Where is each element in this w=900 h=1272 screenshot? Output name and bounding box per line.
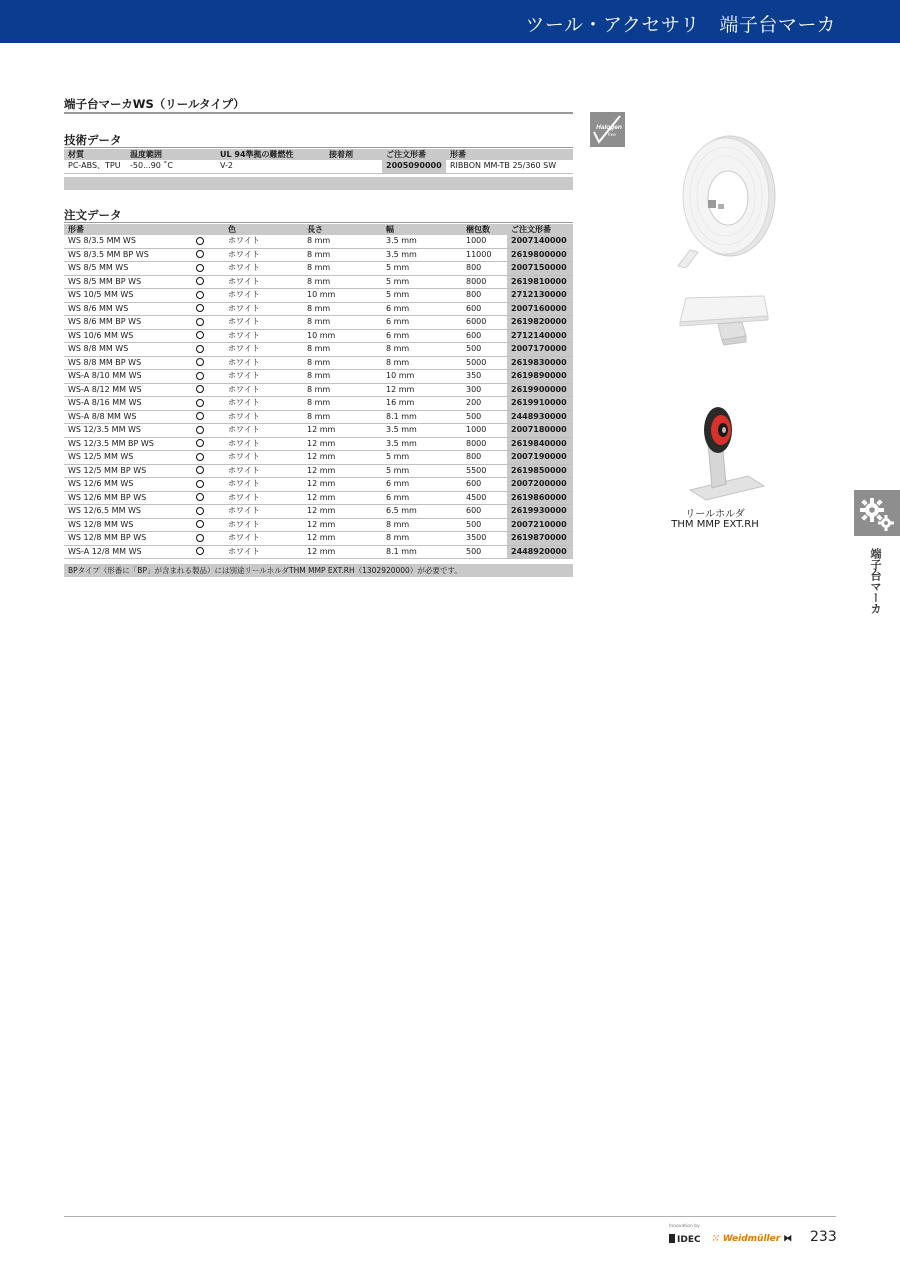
order-header-color: 色 — [224, 224, 303, 235]
order-width: 5 mm — [382, 451, 462, 465]
idec-logo-text: IDEC — [677, 1235, 701, 1245]
order-type: WS 12/8 MM BP WS — [64, 532, 188, 546]
idec-mark-icon — [669, 1234, 675, 1243]
reel-holder-caption-model: THM MMP EXT.RH — [671, 519, 759, 530]
circle-icon — [196, 412, 204, 420]
tech-data-title: 技術データ — [64, 133, 122, 147]
order-type: WS 12/6 MM BP WS — [64, 491, 188, 505]
color-symbol — [188, 343, 224, 357]
order-header-order-no: ご注文形番 — [507, 224, 573, 235]
order-qty: 4500 — [462, 491, 507, 505]
order-table-row — [64, 356, 573, 370]
order-qty: 800 — [462, 262, 507, 276]
order-color: ホワイト — [224, 464, 303, 478]
circle-icon — [196, 480, 204, 488]
color-symbol — [188, 262, 224, 276]
order-order-no: 2007150000 — [507, 262, 573, 276]
order-qty: 11000 — [462, 248, 507, 262]
circle-icon — [196, 237, 204, 245]
order-order-no: 2712140000 — [507, 329, 573, 343]
color-symbol — [188, 491, 224, 505]
order-width: 8 mm — [382, 518, 462, 532]
order-table-row — [64, 383, 573, 397]
order-type: WS-A 8/12 MM WS — [64, 383, 188, 397]
halogen-label: Halogen — [596, 124, 622, 131]
order-table-row — [64, 451, 573, 465]
color-symbol — [188, 356, 224, 370]
circle-icon — [196, 345, 204, 353]
order-order-no: 2007180000 — [507, 424, 573, 438]
color-symbol — [188, 383, 224, 397]
gears-icon — [854, 490, 900, 536]
order-color: ホワイト — [224, 491, 303, 505]
order-table-row — [64, 235, 573, 248]
order-width: 6 mm — [382, 316, 462, 330]
order-type: WS 10/6 MM WS — [64, 329, 188, 343]
order-width: 5 mm — [382, 262, 462, 276]
order-width: 5 mm — [382, 464, 462, 478]
order-type: WS 12/5 MM BP WS — [64, 464, 188, 478]
order-color: ホワイト — [224, 235, 303, 248]
circle-icon — [196, 426, 204, 434]
order-type: WS 10/5 MM WS — [64, 289, 188, 303]
tech-header-temp: 温度範囲 — [126, 149, 216, 160]
order-qty: 600 — [462, 505, 507, 519]
order-header-length: 長さ — [303, 224, 382, 235]
color-symbol — [188, 545, 224, 559]
order-color: ホワイト — [224, 545, 303, 559]
tech-title-rule — [64, 147, 573, 148]
order-width: 8 mm — [382, 343, 462, 357]
circle-icon — [196, 372, 204, 380]
order-type: WS 12/3.5 MM BP WS — [64, 437, 188, 451]
color-symbol — [188, 464, 224, 478]
tech-table-footer-bar — [64, 177, 573, 190]
order-qty: 3500 — [462, 532, 507, 546]
order-order-no: 2619890000 — [507, 370, 573, 384]
order-length: 12 mm — [303, 491, 382, 505]
order-order-no: 2007140000 — [507, 235, 573, 248]
order-type: WS 8/8 MM WS — [64, 343, 188, 357]
order-order-no: 2007190000 — [507, 451, 573, 465]
order-type: WS 8/5 MM BP WS — [64, 275, 188, 289]
order-width: 16 mm — [382, 397, 462, 411]
order-width: 3.5 mm — [382, 235, 462, 248]
color-symbol — [188, 397, 224, 411]
order-type: WS 12/6.5 MM WS — [64, 505, 188, 519]
order-table-row — [64, 329, 573, 343]
weidmuller-dots-icon: ⁙ — [712, 1234, 723, 1244]
order-color: ホワイト — [224, 316, 303, 330]
circle-icon — [196, 291, 204, 299]
order-data-table — [64, 224, 573, 559]
order-color: ホワイト — [224, 329, 303, 343]
order-qty: 350 — [462, 370, 507, 384]
tech-header-material: 材質 — [64, 149, 126, 160]
order-qty: 500 — [462, 518, 507, 532]
order-qty: 600 — [462, 302, 507, 316]
order-length: 12 mm — [303, 451, 382, 465]
order-order-no: 2007160000 — [507, 302, 573, 316]
order-table-row — [64, 505, 573, 519]
order-length: 8 mm — [303, 410, 382, 424]
order-table-row — [64, 545, 573, 559]
order-order-no: 2619800000 — [507, 248, 573, 262]
product-title-rule — [64, 112, 573, 114]
order-color: ホワイト — [224, 370, 303, 384]
order-length: 12 mm — [303, 545, 382, 559]
order-order-no: 2619910000 — [507, 397, 573, 411]
order-order-no: 2619930000 — [507, 505, 573, 519]
order-length: 8 mm — [303, 302, 382, 316]
order-length: 8 mm — [303, 275, 382, 289]
order-type: WS-A 8/10 MM WS — [64, 370, 188, 384]
order-qty: 600 — [462, 478, 507, 492]
order-order-no: 2619810000 — [507, 275, 573, 289]
order-type: WS 12/8 MM WS — [64, 518, 188, 532]
order-table-header — [64, 224, 573, 235]
circle-icon — [196, 304, 204, 312]
order-qty: 600 — [462, 329, 507, 343]
tech-adhesive — [325, 160, 382, 173]
side-tab-label: 端子台マーカ — [869, 548, 882, 614]
circle-icon — [196, 277, 204, 285]
order-length: 8 mm — [303, 383, 382, 397]
order-order-no: 2619850000 — [507, 464, 573, 478]
order-table-row — [64, 262, 573, 276]
color-symbol — [188, 424, 224, 438]
order-length: 12 mm — [303, 505, 382, 519]
order-color: ホワイト — [224, 356, 303, 370]
order-length: 12 mm — [303, 437, 382, 451]
circle-icon — [196, 385, 204, 393]
order-table-row — [64, 464, 573, 478]
tech-header-order-no: ご注文形番 — [382, 149, 446, 160]
order-width: 6 mm — [382, 302, 462, 316]
color-symbol — [188, 329, 224, 343]
order-qty: 5000 — [462, 356, 507, 370]
order-length: 8 mm — [303, 397, 382, 411]
order-table-row — [64, 532, 573, 546]
circle-icon — [196, 250, 204, 258]
order-type: WS 8/3.5 MM WS — [64, 235, 188, 248]
circle-icon — [196, 264, 204, 272]
halogen-free-label: free — [608, 132, 616, 137]
order-length: 8 mm — [303, 370, 382, 384]
order-color: ホワイト — [224, 518, 303, 532]
order-width: 8.1 mm — [382, 410, 462, 424]
tech-data-table — [64, 149, 573, 174]
order-qty: 5500 — [462, 464, 507, 478]
order-header-blank — [188, 224, 224, 235]
order-type: WS-A 12/8 MM WS — [64, 545, 188, 559]
order-color: ホワイト — [224, 275, 303, 289]
weidmuller-logo — [712, 1234, 792, 1244]
order-order-no: 2007210000 — [507, 518, 573, 532]
color-symbol — [188, 518, 224, 532]
order-type: WS 8/6 MM WS — [64, 302, 188, 316]
order-order-no: 2619870000 — [507, 532, 573, 546]
order-qty: 800 — [462, 289, 507, 303]
circle-icon — [196, 466, 204, 474]
order-order-no: 2619820000 — [507, 316, 573, 330]
color-symbol — [188, 451, 224, 465]
tech-ul94: V-2 — [216, 160, 325, 173]
side-tab — [854, 490, 900, 536]
order-type: WS 8/8 MM BP WS — [64, 356, 188, 370]
color-symbol — [188, 289, 224, 303]
tech-header-adhesive: 接着剤 — [325, 149, 382, 160]
color-symbol — [188, 235, 224, 248]
tech-order-no: 2005090000 — [382, 160, 446, 173]
order-width: 5 mm — [382, 275, 462, 289]
order-color: ホワイト — [224, 505, 303, 519]
halogen-free-icon — [590, 112, 625, 147]
order-color: ホワイト — [224, 478, 303, 492]
order-qty: 1000 — [462, 235, 507, 248]
order-type: WS-A 8/8 MM WS — [64, 410, 188, 424]
order-length: 8 mm — [303, 356, 382, 370]
order-table-row — [64, 302, 573, 316]
circle-icon — [196, 453, 204, 461]
order-table-row — [64, 437, 573, 451]
order-color: ホワイト — [224, 262, 303, 276]
page-category-title: ツール・アクセサリ 端子台マーカ — [525, 14, 836, 36]
color-symbol — [188, 410, 224, 424]
order-color: ホワイト — [224, 343, 303, 357]
order-qty: 8000 — [462, 275, 507, 289]
innovation-by-label: Innovation by — [669, 1224, 700, 1229]
tech-temp-range: -50...90 ˚C — [126, 160, 216, 173]
order-color: ホワイト — [224, 397, 303, 411]
order-qty: 500 — [462, 410, 507, 424]
order-order-no: 2448930000 — [507, 410, 573, 424]
order-table-row — [64, 424, 573, 438]
order-header-qty: 梱包数 — [462, 224, 507, 235]
order-length: 12 mm — [303, 532, 382, 546]
order-qty: 200 — [462, 397, 507, 411]
tech-type: RIBBON MM-TB 25/360 SW — [446, 160, 573, 173]
order-color: ホワイト — [224, 451, 303, 465]
order-width: 3.5 mm — [382, 248, 462, 262]
order-type: WS 8/6 MM BP WS — [64, 316, 188, 330]
order-order-no: 2619830000 — [507, 356, 573, 370]
order-width: 3.5 mm — [382, 437, 462, 451]
order-table-row — [64, 275, 573, 289]
order-table-row — [64, 316, 573, 330]
order-order-no: 2448920000 — [507, 545, 573, 559]
circle-icon — [196, 318, 204, 326]
halogen-free-badge — [590, 112, 625, 147]
order-order-no: 2007200000 — [507, 478, 573, 492]
circle-icon — [196, 331, 204, 339]
footer-rule — [64, 1216, 836, 1217]
order-note: BPタイプ（形番に「BP」が含まれる製品）には別途リールホルダTHM MMP EXT.RH（1302920000）が必要です。 — [64, 564, 573, 577]
color-symbol — [188, 532, 224, 546]
circle-icon — [196, 399, 204, 407]
color-symbol — [188, 478, 224, 492]
order-table-row — [64, 491, 573, 505]
idec-logo — [669, 1234, 701, 1245]
order-order-no: 2007170000 — [507, 343, 573, 357]
order-qty: 300 — [462, 383, 507, 397]
circle-icon — [196, 547, 204, 555]
order-length: 8 mm — [303, 262, 382, 276]
order-length: 12 mm — [303, 478, 382, 492]
color-symbol — [188, 437, 224, 451]
order-type: WS-A 8/16 MM WS — [64, 397, 188, 411]
order-length: 12 mm — [303, 518, 382, 532]
reel-holder-caption-jp: リールホルダ — [685, 509, 745, 520]
circle-icon — [196, 493, 204, 501]
order-width: 8 mm — [382, 356, 462, 370]
order-table-row — [64, 370, 573, 384]
order-type: WS 12/5 MM WS — [64, 451, 188, 465]
order-order-no: 2619900000 — [507, 383, 573, 397]
order-header-type: 形番 — [64, 224, 188, 235]
color-symbol — [188, 316, 224, 330]
order-order-no: 2619840000 — [507, 437, 573, 451]
circle-icon — [196, 507, 204, 515]
order-table-row — [64, 478, 573, 492]
color-symbol — [188, 248, 224, 262]
circle-icon — [196, 439, 204, 447]
order-width: 3.5 mm — [382, 424, 462, 438]
order-length: 8 mm — [303, 248, 382, 262]
order-order-no: 2619860000 — [507, 491, 573, 505]
order-width: 6 mm — [382, 329, 462, 343]
color-symbol — [188, 275, 224, 289]
tech-material: PC-ABS、TPU — [64, 160, 126, 173]
order-color: ホワイト — [224, 437, 303, 451]
order-table-row — [64, 248, 573, 262]
order-length: 12 mm — [303, 464, 382, 478]
order-width: 8 mm — [382, 532, 462, 546]
circle-icon — [196, 534, 204, 542]
order-qty: 500 — [462, 343, 507, 357]
tech-header-type: 形番 — [446, 149, 573, 160]
order-color: ホワイト — [224, 532, 303, 546]
order-color: ホワイト — [224, 424, 303, 438]
order-qty: 6000 — [462, 316, 507, 330]
order-color: ホワイト — [224, 289, 303, 303]
order-table-row — [64, 410, 573, 424]
order-width: 6 mm — [382, 491, 462, 505]
order-type: WS 8/5 MM WS — [64, 262, 188, 276]
order-table-row — [64, 343, 573, 357]
order-length: 12 mm — [303, 424, 382, 438]
tech-table-row — [64, 160, 573, 173]
order-table-row — [64, 397, 573, 411]
order-color: ホワイト — [224, 383, 303, 397]
product-title: 端子台マーカWS（リールタイプ） — [64, 97, 245, 111]
order-length: 10 mm — [303, 329, 382, 343]
weidmuller-mark-icon: ⧓ — [780, 1234, 793, 1244]
order-color: ホワイト — [224, 410, 303, 424]
order-color: ホワイト — [224, 302, 303, 316]
marker-reel-image — [668, 128, 783, 268]
order-length: 8 mm — [303, 343, 382, 357]
order-width: 5 mm — [382, 289, 462, 303]
color-symbol — [188, 370, 224, 384]
order-data-title: 注文データ — [64, 208, 122, 222]
order-width: 10 mm — [382, 370, 462, 384]
tech-table-header — [64, 149, 573, 160]
order-qty: 8000 — [462, 437, 507, 451]
circle-icon — [196, 358, 204, 366]
color-symbol — [188, 505, 224, 519]
circle-icon — [196, 520, 204, 528]
order-width: 6 mm — [382, 478, 462, 492]
order-width: 8.1 mm — [382, 545, 462, 559]
weidmuller-logo-text: Weidmüller — [722, 1234, 781, 1244]
order-type: WS 12/6 MM WS — [64, 478, 188, 492]
order-type: WS 12/3.5 MM WS — [64, 424, 188, 438]
page-number: 233 — [810, 1229, 837, 1245]
color-symbol — [188, 302, 224, 316]
order-header-width: 幅 — [382, 224, 462, 235]
order-qty: 500 — [462, 545, 507, 559]
order-length: 8 mm — [303, 316, 382, 330]
order-title-rule — [64, 222, 573, 223]
order-type: WS 8/3.5 MM BP WS — [64, 248, 188, 262]
order-table-row — [64, 518, 573, 532]
order-qty: 1000 — [462, 424, 507, 438]
order-length: 8 mm — [303, 235, 382, 248]
order-order-no: 2712130000 — [507, 289, 573, 303]
order-width: 6.5 mm — [382, 505, 462, 519]
tech-header-ul94: UL 94準拠の難燃性 — [216, 149, 325, 160]
marker-clip-image — [672, 292, 772, 347]
reel-holder-image — [682, 402, 767, 502]
order-length: 10 mm — [303, 289, 382, 303]
order-color: ホワイト — [224, 248, 303, 262]
order-qty: 800 — [462, 451, 507, 465]
order-width: 12 mm — [382, 383, 462, 397]
order-table-row — [64, 289, 573, 303]
